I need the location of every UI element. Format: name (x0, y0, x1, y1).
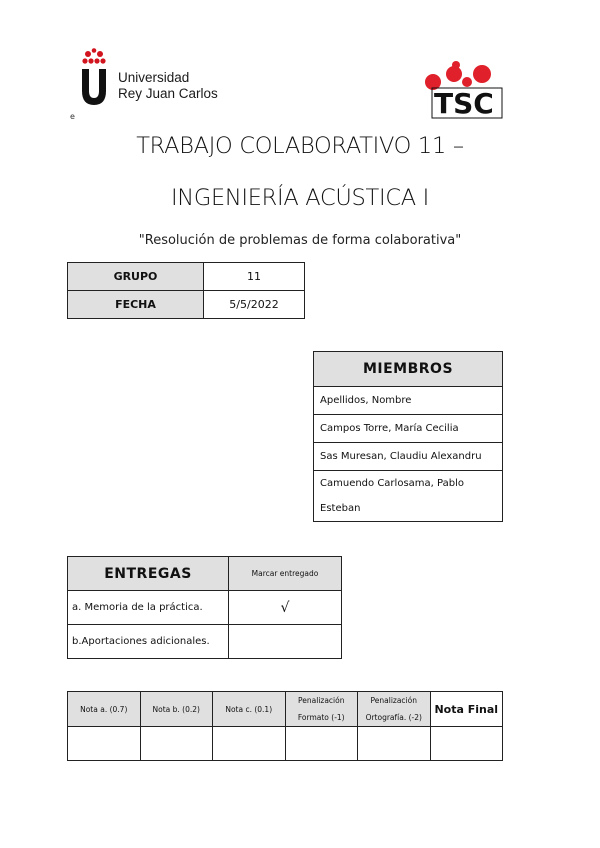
table-row (68, 557, 342, 591)
delivery-check-cell[interactable] (229, 625, 342, 659)
table-row (314, 443, 503, 471)
grade-header-nota-b: Nota b. (0.2) (140, 692, 213, 727)
grade-header-final: Nota Final (430, 692, 503, 727)
table-row (68, 591, 342, 625)
mark-heading: Marcar entregado (229, 557, 342, 591)
grade-header-nota-c: Nota c. (0.1) (213, 692, 286, 727)
table-row (68, 727, 503, 761)
small-mark: e (70, 112, 75, 121)
grade-header-nota-a: Nota a. (0.7) (68, 692, 141, 727)
tsc-logo-text: TSC (434, 87, 494, 120)
grade-header-pen-formato: Penalización Formato (-1) (285, 692, 358, 727)
title-line2: INGENIERÍA ACÚSTICA I (170, 185, 430, 211)
grupo-label: GRUPO (68, 263, 204, 291)
grupo-value: 11 (204, 263, 305, 291)
members-table (313, 351, 503, 522)
university-name-line1: Universidad (118, 70, 190, 85)
table-row (68, 263, 305, 291)
member-row: Camuendo Carlosama, Pablo Esteban (314, 471, 503, 522)
title-line1: TRABAJO COLABORATIVO 11 – (136, 133, 464, 159)
table-row (314, 415, 503, 443)
member-row: Apellidos, Nombre (314, 387, 503, 415)
fecha-label: FECHA (68, 291, 204, 319)
table-row (68, 692, 503, 727)
table-row (314, 387, 503, 415)
deliveries-table (67, 556, 342, 659)
grade-cell-pen-ortografia[interactable] (358, 727, 431, 761)
tsc-logo (420, 60, 506, 120)
group-table (67, 262, 305, 319)
table-row (314, 471, 503, 522)
members-heading: MIEMBROS (314, 352, 503, 387)
urjc-emblem-icon (80, 48, 120, 108)
grade-cell-nota-a[interactable] (68, 727, 141, 761)
delivery-item-label: a. Memoria de la práctica. (68, 591, 229, 625)
tsc-logo-icon (420, 60, 506, 120)
grade-cell-nota-b[interactable] (140, 727, 213, 761)
deliveries-heading: ENTREGAS (68, 557, 229, 591)
member-row: Sas Muresan, Claudiu Alexandru (314, 443, 503, 471)
table-row (68, 625, 342, 659)
grades-table (67, 691, 503, 761)
grade-cell-nota-c[interactable] (213, 727, 286, 761)
grade-header-pen-ortografia: Penalización Ortografía. (-2) (358, 692, 431, 727)
grade-cell-final[interactable] (430, 727, 503, 761)
fecha-value: 5/5/2022 (204, 291, 305, 319)
delivery-check-cell[interactable]: √ (229, 591, 342, 625)
delivery-item-label: b.Aportaciones adicionales. (68, 625, 229, 659)
table-row (68, 291, 305, 319)
member-row: Campos Torre, María Cecilia (314, 415, 503, 443)
university-name-line2: Rey Juan Carlos (118, 86, 218, 101)
subtitle: "Resolución de problemas de forma colaborativa" (138, 233, 462, 248)
grade-cell-pen-formato[interactable] (285, 727, 358, 761)
university-name (118, 70, 218, 102)
table-row (314, 352, 503, 387)
